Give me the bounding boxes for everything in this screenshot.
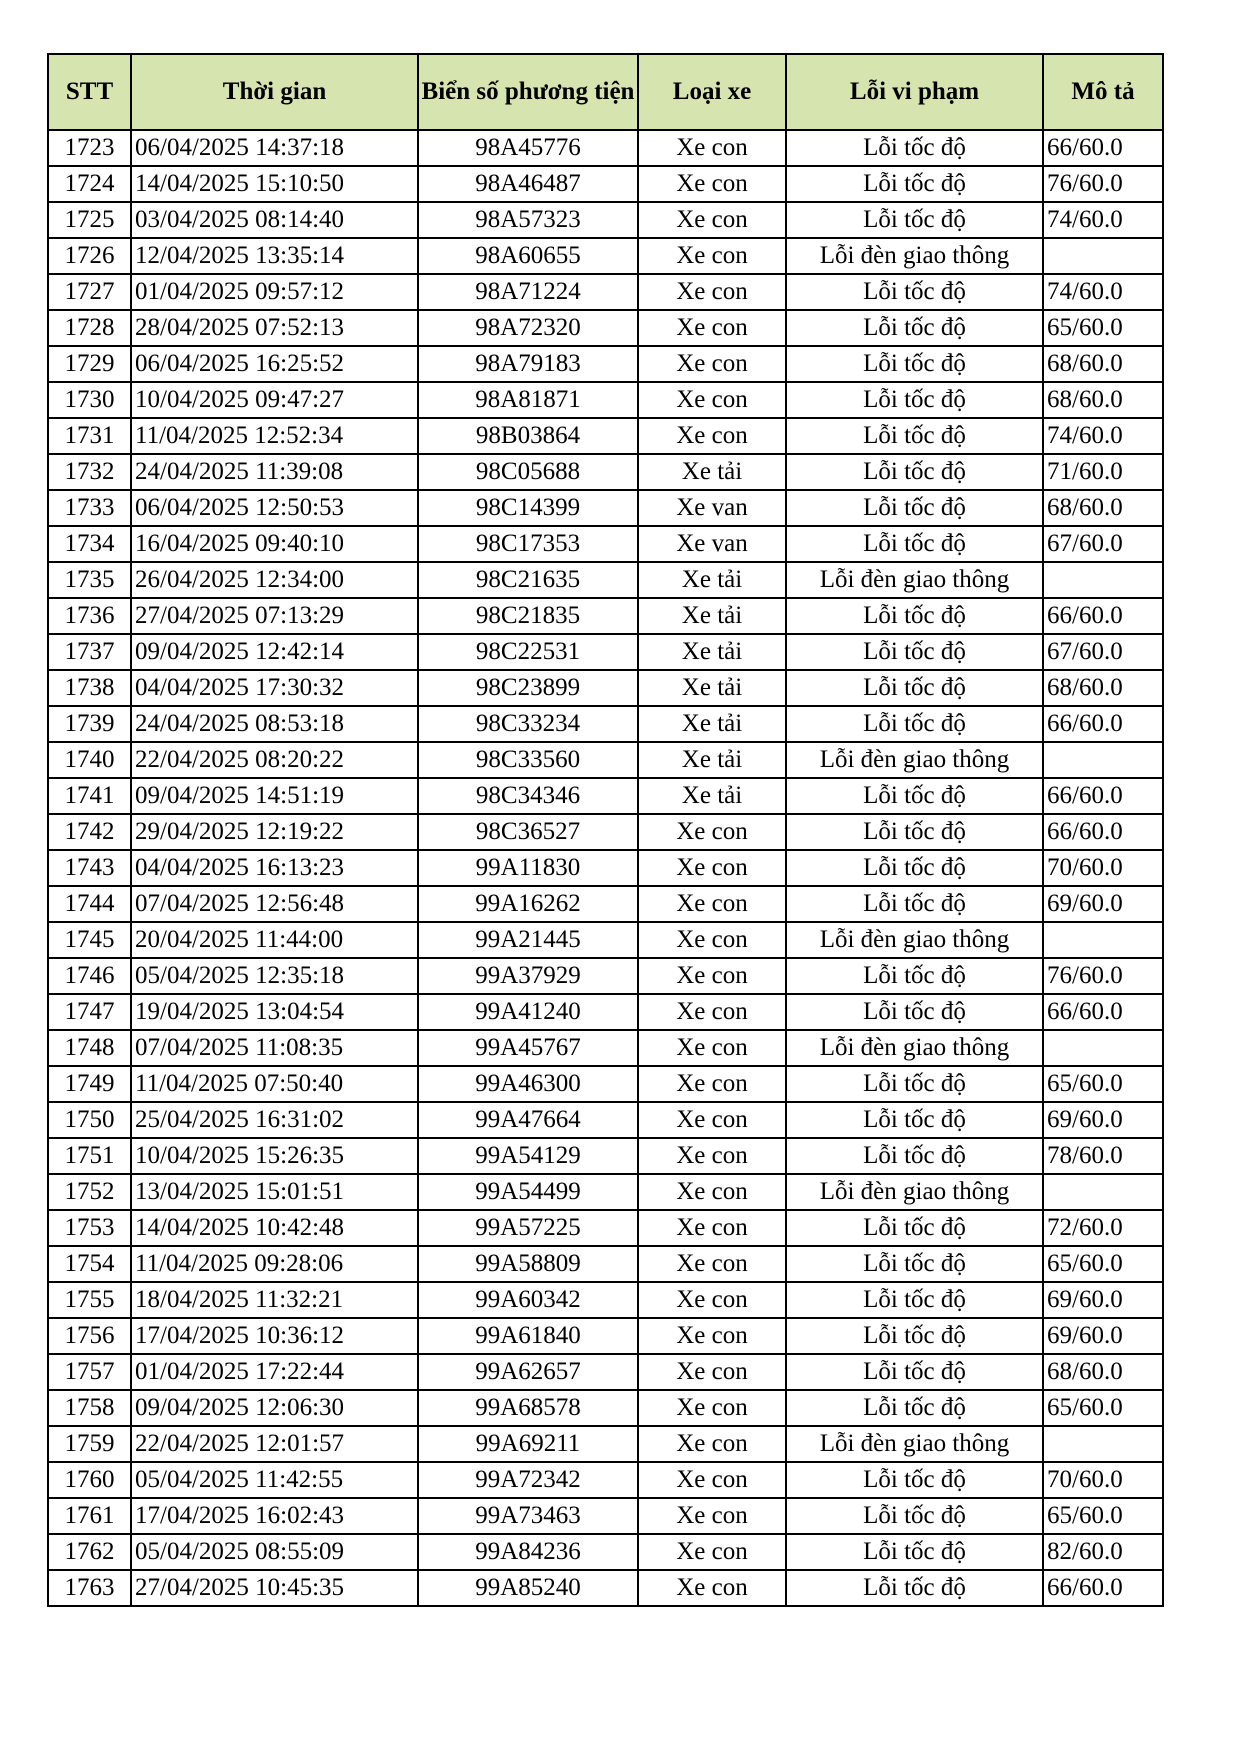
cell-plate: 98C23899	[418, 670, 638, 706]
table-row	[48, 382, 1163, 418]
cell-stt: 1749	[48, 1066, 131, 1102]
cell-stt: 1723	[48, 130, 131, 166]
cell-error: Lỗi tốc độ	[786, 274, 1043, 310]
cell-stt: 1735	[48, 562, 131, 598]
cell-time: 01/04/2025 09:57:12	[131, 274, 418, 310]
cell-time: 19/04/2025 13:04:54	[131, 994, 418, 1030]
table-row	[48, 1354, 1163, 1390]
cell-error: Lỗi tốc độ	[786, 1246, 1043, 1282]
cell-time: 07/04/2025 11:08:35	[131, 1030, 418, 1066]
cell-plate: 99A11830	[418, 850, 638, 886]
cell-time: 14/04/2025 15:10:50	[131, 166, 418, 202]
cell-plate: 98C36527	[418, 814, 638, 850]
table-row	[48, 238, 1163, 274]
cell-desc: 70/60.0	[1043, 850, 1163, 886]
cell-error: Lỗi tốc độ	[786, 994, 1043, 1030]
cell-time: 24/04/2025 08:53:18	[131, 706, 418, 742]
cell-stt: 1740	[48, 742, 131, 778]
cell-desc: 66/60.0	[1043, 130, 1163, 166]
cell-type: Xe con	[638, 1282, 786, 1318]
cell-error: Lỗi tốc độ	[786, 1282, 1043, 1318]
cell-plate: 99A58809	[418, 1246, 638, 1282]
cell-desc	[1043, 922, 1163, 958]
cell-plate: 98C21835	[418, 598, 638, 634]
cell-desc: 78/60.0	[1043, 1138, 1163, 1174]
cell-desc: 68/60.0	[1043, 1354, 1163, 1390]
cell-error: Lỗi đèn giao thông	[786, 562, 1043, 598]
cell-plate: 99A61840	[418, 1318, 638, 1354]
cell-desc: 68/60.0	[1043, 670, 1163, 706]
table-row	[48, 130, 1163, 166]
cell-stt: 1731	[48, 418, 131, 454]
table-row	[48, 742, 1163, 778]
cell-time: 05/04/2025 12:35:18	[131, 958, 418, 994]
cell-desc: 65/60.0	[1043, 310, 1163, 346]
cell-error: Lỗi tốc độ	[786, 166, 1043, 202]
cell-type: Xe con	[638, 166, 786, 202]
cell-stt: 1726	[48, 238, 131, 274]
cell-stt: 1762	[48, 1534, 131, 1570]
table-row	[48, 202, 1163, 238]
cell-time: 27/04/2025 07:13:29	[131, 598, 418, 634]
cell-desc: 68/60.0	[1043, 490, 1163, 526]
cell-plate: 99A37929	[418, 958, 638, 994]
cell-type: Xe con	[638, 1174, 786, 1210]
cell-type: Xe con	[638, 346, 786, 382]
cell-type: Xe van	[638, 490, 786, 526]
cell-plate: 99A57225	[418, 1210, 638, 1246]
table-row	[48, 1570, 1163, 1606]
cell-stt: 1756	[48, 1318, 131, 1354]
cell-time: 01/04/2025 17:22:44	[131, 1354, 418, 1390]
cell-desc	[1043, 562, 1163, 598]
table-row	[48, 1210, 1163, 1246]
cell-type: Xe con	[638, 1138, 786, 1174]
cell-plate: 98A46487	[418, 166, 638, 202]
table-row	[48, 166, 1163, 202]
cell-plate: 99A54129	[418, 1138, 638, 1174]
table-row	[48, 706, 1163, 742]
cell-desc: 74/60.0	[1043, 202, 1163, 238]
cell-plate: 98A57323	[418, 202, 638, 238]
cell-desc: 66/60.0	[1043, 706, 1163, 742]
cell-error: Lỗi tốc độ	[786, 1102, 1043, 1138]
cell-plate: 99A46300	[418, 1066, 638, 1102]
cell-error: Lỗi tốc độ	[786, 778, 1043, 814]
cell-plate: 98A79183	[418, 346, 638, 382]
cell-stt: 1752	[48, 1174, 131, 1210]
cell-plate: 98C05688	[418, 454, 638, 490]
cell-error: Lỗi tốc độ	[786, 706, 1043, 742]
cell-type: Xe con	[638, 1426, 786, 1462]
cell-error: Lỗi tốc độ	[786, 598, 1043, 634]
cell-stt: 1742	[48, 814, 131, 850]
cell-desc	[1043, 1030, 1163, 1066]
table-row	[48, 1426, 1163, 1462]
cell-time: 22/04/2025 12:01:57	[131, 1426, 418, 1462]
cell-plate: 98A72320	[418, 310, 638, 346]
cell-error: Lỗi tốc độ	[786, 1462, 1043, 1498]
cell-plate: 98A81871	[418, 382, 638, 418]
cell-desc: 76/60.0	[1043, 166, 1163, 202]
cell-error: Lỗi tốc độ	[786, 1354, 1043, 1390]
cell-time: 12/04/2025 13:35:14	[131, 238, 418, 274]
cell-desc: 70/60.0	[1043, 1462, 1163, 1498]
table-row	[48, 1390, 1163, 1426]
cell-error: Lỗi tốc độ	[786, 418, 1043, 454]
cell-time: 26/04/2025 12:34:00	[131, 562, 418, 598]
table-row	[48, 274, 1163, 310]
cell-type: Xe tải	[638, 706, 786, 742]
cell-stt: 1733	[48, 490, 131, 526]
cell-error: Lỗi tốc độ	[786, 670, 1043, 706]
cell-time: 22/04/2025 08:20:22	[131, 742, 418, 778]
cell-plate: 99A68578	[418, 1390, 638, 1426]
table-row	[48, 1282, 1163, 1318]
cell-stt: 1736	[48, 598, 131, 634]
cell-stt: 1754	[48, 1246, 131, 1282]
cell-plate: 99A60342	[418, 1282, 638, 1318]
cell-type: Xe tải	[638, 778, 786, 814]
cell-stt: 1741	[48, 778, 131, 814]
cell-type: Xe van	[638, 526, 786, 562]
cell-stt: 1744	[48, 886, 131, 922]
cell-desc: 72/60.0	[1043, 1210, 1163, 1246]
cell-type: Xe con	[638, 958, 786, 994]
cell-type: Xe con	[638, 382, 786, 418]
cell-stt: 1725	[48, 202, 131, 238]
cell-error: Lỗi tốc độ	[786, 1318, 1043, 1354]
cell-error: Lỗi đèn giao thông	[786, 742, 1043, 778]
cell-time: 27/04/2025 10:45:35	[131, 1570, 418, 1606]
cell-plate: 99A41240	[418, 994, 638, 1030]
cell-time: 11/04/2025 12:52:34	[131, 418, 418, 454]
cell-type: Xe tải	[638, 562, 786, 598]
table-row	[48, 598, 1163, 634]
column-header-type: Loại xe	[638, 54, 786, 130]
cell-error: Lỗi đèn giao thông	[786, 238, 1043, 274]
cell-stt: 1753	[48, 1210, 131, 1246]
cell-time: 04/04/2025 16:13:23	[131, 850, 418, 886]
cell-desc: 71/60.0	[1043, 454, 1163, 490]
cell-type: Xe con	[638, 886, 786, 922]
cell-stt: 1750	[48, 1102, 131, 1138]
cell-desc: 69/60.0	[1043, 1318, 1163, 1354]
cell-error: Lỗi tốc độ	[786, 1138, 1043, 1174]
cell-stt: 1743	[48, 850, 131, 886]
cell-time: 24/04/2025 11:39:08	[131, 454, 418, 490]
cell-desc: 67/60.0	[1043, 634, 1163, 670]
cell-error: Lỗi tốc độ	[786, 1498, 1043, 1534]
cell-type: Xe con	[638, 1390, 786, 1426]
cell-desc: 65/60.0	[1043, 1066, 1163, 1102]
cell-time: 09/04/2025 12:06:30	[131, 1390, 418, 1426]
cell-type: Xe con	[638, 1030, 786, 1066]
cell-time: 09/04/2025 12:42:14	[131, 634, 418, 670]
table-row	[48, 886, 1163, 922]
cell-plate: 99A72342	[418, 1462, 638, 1498]
cell-error: Lỗi đèn giao thông	[786, 1426, 1043, 1462]
table-header	[48, 54, 1163, 130]
cell-desc	[1043, 742, 1163, 778]
cell-time: 04/04/2025 17:30:32	[131, 670, 418, 706]
cell-error: Lỗi tốc độ	[786, 1534, 1043, 1570]
table-row	[48, 1066, 1163, 1102]
cell-error: Lỗi tốc độ	[786, 490, 1043, 526]
cell-type: Xe tải	[638, 634, 786, 670]
table-row	[48, 526, 1163, 562]
table-row	[48, 1534, 1163, 1570]
cell-time: 06/04/2025 14:37:18	[131, 130, 418, 166]
cell-stt: 1739	[48, 706, 131, 742]
cell-desc	[1043, 1174, 1163, 1210]
cell-stt: 1727	[48, 274, 131, 310]
cell-desc: 74/60.0	[1043, 274, 1163, 310]
cell-error: Lỗi tốc độ	[786, 346, 1043, 382]
cell-error: Lỗi tốc độ	[786, 130, 1043, 166]
cell-plate: 99A85240	[418, 1570, 638, 1606]
cell-type: Xe con	[638, 238, 786, 274]
cell-desc: 65/60.0	[1043, 1390, 1163, 1426]
cell-stt: 1747	[48, 994, 131, 1030]
cell-plate: 98C14399	[418, 490, 638, 526]
cell-desc: 69/60.0	[1043, 1102, 1163, 1138]
table-row	[48, 1246, 1163, 1282]
table-row	[48, 850, 1163, 886]
cell-desc	[1043, 238, 1163, 274]
cell-desc: 69/60.0	[1043, 886, 1163, 922]
cell-type: Xe con	[638, 418, 786, 454]
cell-desc: 69/60.0	[1043, 1282, 1163, 1318]
cell-time: 11/04/2025 07:50:40	[131, 1066, 418, 1102]
cell-time: 06/04/2025 16:25:52	[131, 346, 418, 382]
cell-plate: 99A73463	[418, 1498, 638, 1534]
cell-time: 07/04/2025 12:56:48	[131, 886, 418, 922]
cell-stt: 1745	[48, 922, 131, 958]
cell-plate: 98C17353	[418, 526, 638, 562]
cell-plate: 99A21445	[418, 922, 638, 958]
cell-stt: 1724	[48, 166, 131, 202]
cell-type: Xe con	[638, 814, 786, 850]
cell-time: 17/04/2025 10:36:12	[131, 1318, 418, 1354]
table-row	[48, 454, 1163, 490]
cell-desc: 67/60.0	[1043, 526, 1163, 562]
cell-error: Lỗi tốc độ	[786, 526, 1043, 562]
cell-type: Xe con	[638, 1498, 786, 1534]
cell-error: Lỗi tốc độ	[786, 1390, 1043, 1426]
cell-stt: 1738	[48, 670, 131, 706]
cell-plate: 98A71224	[418, 274, 638, 310]
cell-error: Lỗi tốc độ	[786, 814, 1043, 850]
cell-type: Xe tải	[638, 670, 786, 706]
cell-time: 13/04/2025 15:01:51	[131, 1174, 418, 1210]
table-row	[48, 1174, 1163, 1210]
cell-type: Xe con	[638, 202, 786, 238]
cell-plate: 99A45767	[418, 1030, 638, 1066]
cell-stt: 1760	[48, 1462, 131, 1498]
cell-type: Xe con	[638, 1210, 786, 1246]
table-row	[48, 1030, 1163, 1066]
cell-time: 10/04/2025 09:47:27	[131, 382, 418, 418]
cell-error: Lỗi tốc độ	[786, 1570, 1043, 1606]
cell-stt: 1759	[48, 1426, 131, 1462]
cell-time: 14/04/2025 10:42:48	[131, 1210, 418, 1246]
table-row	[48, 310, 1163, 346]
cell-error: Lỗi đèn giao thông	[786, 1030, 1043, 1066]
cell-type: Xe con	[638, 274, 786, 310]
cell-time: 16/04/2025 09:40:10	[131, 526, 418, 562]
cell-plate: 98A60655	[418, 238, 638, 274]
table-row	[48, 1138, 1163, 1174]
cell-type: Xe tải	[638, 454, 786, 490]
cell-time: 25/04/2025 16:31:02	[131, 1102, 418, 1138]
table-row	[48, 814, 1163, 850]
table-row	[48, 562, 1163, 598]
cell-plate: 99A84236	[418, 1534, 638, 1570]
violations-table	[47, 53, 1164, 1607]
cell-error: Lỗi tốc độ	[786, 886, 1043, 922]
cell-desc: 68/60.0	[1043, 346, 1163, 382]
cell-error: Lỗi tốc độ	[786, 634, 1043, 670]
cell-time: 20/04/2025 11:44:00	[131, 922, 418, 958]
cell-stt: 1730	[48, 382, 131, 418]
table-row	[48, 1462, 1163, 1498]
cell-desc: 76/60.0	[1043, 958, 1163, 994]
cell-plate: 98C33234	[418, 706, 638, 742]
cell-type: Xe con	[638, 310, 786, 346]
cell-type: Xe tải	[638, 598, 786, 634]
cell-time: 10/04/2025 15:26:35	[131, 1138, 418, 1174]
cell-type: Xe con	[638, 1066, 786, 1102]
cell-time: 17/04/2025 16:02:43	[131, 1498, 418, 1534]
cell-desc: 66/60.0	[1043, 1570, 1163, 1606]
cell-error: Lỗi tốc độ	[786, 454, 1043, 490]
table-row	[48, 346, 1163, 382]
cell-stt: 1729	[48, 346, 131, 382]
cell-plate: 99A69211	[418, 1426, 638, 1462]
cell-type: Xe con	[638, 922, 786, 958]
cell-type: Xe con	[638, 1102, 786, 1138]
cell-type: Xe con	[638, 850, 786, 886]
cell-stt: 1746	[48, 958, 131, 994]
cell-type: Xe con	[638, 1462, 786, 1498]
cell-type: Xe con	[638, 1570, 786, 1606]
cell-time: 28/04/2025 07:52:13	[131, 310, 418, 346]
cell-desc: 66/60.0	[1043, 778, 1163, 814]
cell-error: Lỗi tốc độ	[786, 1210, 1043, 1246]
cell-stt: 1748	[48, 1030, 131, 1066]
cell-error: Lỗi đèn giao thông	[786, 922, 1043, 958]
cell-plate: 98C34346	[418, 778, 638, 814]
cell-plate: 98C22531	[418, 634, 638, 670]
table-row	[48, 418, 1163, 454]
table-row	[48, 490, 1163, 526]
cell-stt: 1737	[48, 634, 131, 670]
column-header-time: Thời gian	[131, 54, 418, 130]
cell-desc: 66/60.0	[1043, 598, 1163, 634]
cell-type: Xe con	[638, 1246, 786, 1282]
cell-plate: 99A54499	[418, 1174, 638, 1210]
cell-time: 03/04/2025 08:14:40	[131, 202, 418, 238]
cell-desc: 66/60.0	[1043, 994, 1163, 1030]
cell-time: 05/04/2025 08:55:09	[131, 1534, 418, 1570]
table-row	[48, 1318, 1163, 1354]
cell-type: Xe con	[638, 1534, 786, 1570]
cell-stt: 1755	[48, 1282, 131, 1318]
cell-stt: 1763	[48, 1570, 131, 1606]
cell-plate: 98C21635	[418, 562, 638, 598]
cell-plate: 98C33560	[418, 742, 638, 778]
table-row	[48, 1498, 1163, 1534]
column-header-stt: STT	[48, 54, 131, 130]
cell-plate: 99A47664	[418, 1102, 638, 1138]
cell-error: Lỗi tốc độ	[786, 1066, 1043, 1102]
cell-stt: 1757	[48, 1354, 131, 1390]
column-header-desc: Mô tả	[1043, 54, 1163, 130]
cell-stt: 1751	[48, 1138, 131, 1174]
cell-error: Lỗi tốc độ	[786, 850, 1043, 886]
table-row	[48, 670, 1163, 706]
cell-time: 29/04/2025 12:19:22	[131, 814, 418, 850]
table-row	[48, 634, 1163, 670]
cell-desc: 82/60.0	[1043, 1534, 1163, 1570]
cell-error: Lỗi tốc độ	[786, 310, 1043, 346]
cell-type: Xe tải	[638, 742, 786, 778]
cell-error: Lỗi đèn giao thông	[786, 1174, 1043, 1210]
cell-type: Xe con	[638, 1354, 786, 1390]
header-row	[48, 54, 1163, 130]
table-row	[48, 922, 1163, 958]
cell-time: 05/04/2025 11:42:55	[131, 1462, 418, 1498]
cell-stt: 1734	[48, 526, 131, 562]
table-row	[48, 1102, 1163, 1138]
cell-error: Lỗi tốc độ	[786, 202, 1043, 238]
cell-time: 18/04/2025 11:32:21	[131, 1282, 418, 1318]
cell-time: 09/04/2025 14:51:19	[131, 778, 418, 814]
cell-plate: 99A62657	[418, 1354, 638, 1390]
column-header-plate: Biển số phương tiện	[418, 54, 638, 130]
cell-desc	[1043, 1426, 1163, 1462]
cell-type: Xe con	[638, 130, 786, 166]
cell-desc: 74/60.0	[1043, 418, 1163, 454]
cell-time: 11/04/2025 09:28:06	[131, 1246, 418, 1282]
cell-desc: 65/60.0	[1043, 1246, 1163, 1282]
cell-time: 06/04/2025 12:50:53	[131, 490, 418, 526]
cell-stt: 1732	[48, 454, 131, 490]
cell-plate: 98B03864	[418, 418, 638, 454]
table-row	[48, 958, 1163, 994]
cell-type: Xe con	[638, 1318, 786, 1354]
cell-error: Lỗi tốc độ	[786, 958, 1043, 994]
table-row	[48, 994, 1163, 1030]
cell-plate: 99A16262	[418, 886, 638, 922]
table-body	[48, 130, 1163, 1606]
cell-plate: 98A45776	[418, 130, 638, 166]
column-header-error: Lỗi vi phạm	[786, 54, 1043, 130]
cell-stt: 1758	[48, 1390, 131, 1426]
cell-type: Xe con	[638, 994, 786, 1030]
cell-desc: 68/60.0	[1043, 382, 1163, 418]
cell-stt: 1761	[48, 1498, 131, 1534]
cell-error: Lỗi tốc độ	[786, 382, 1043, 418]
cell-desc: 66/60.0	[1043, 814, 1163, 850]
cell-desc: 65/60.0	[1043, 1498, 1163, 1534]
table-row	[48, 778, 1163, 814]
cell-stt: 1728	[48, 310, 131, 346]
